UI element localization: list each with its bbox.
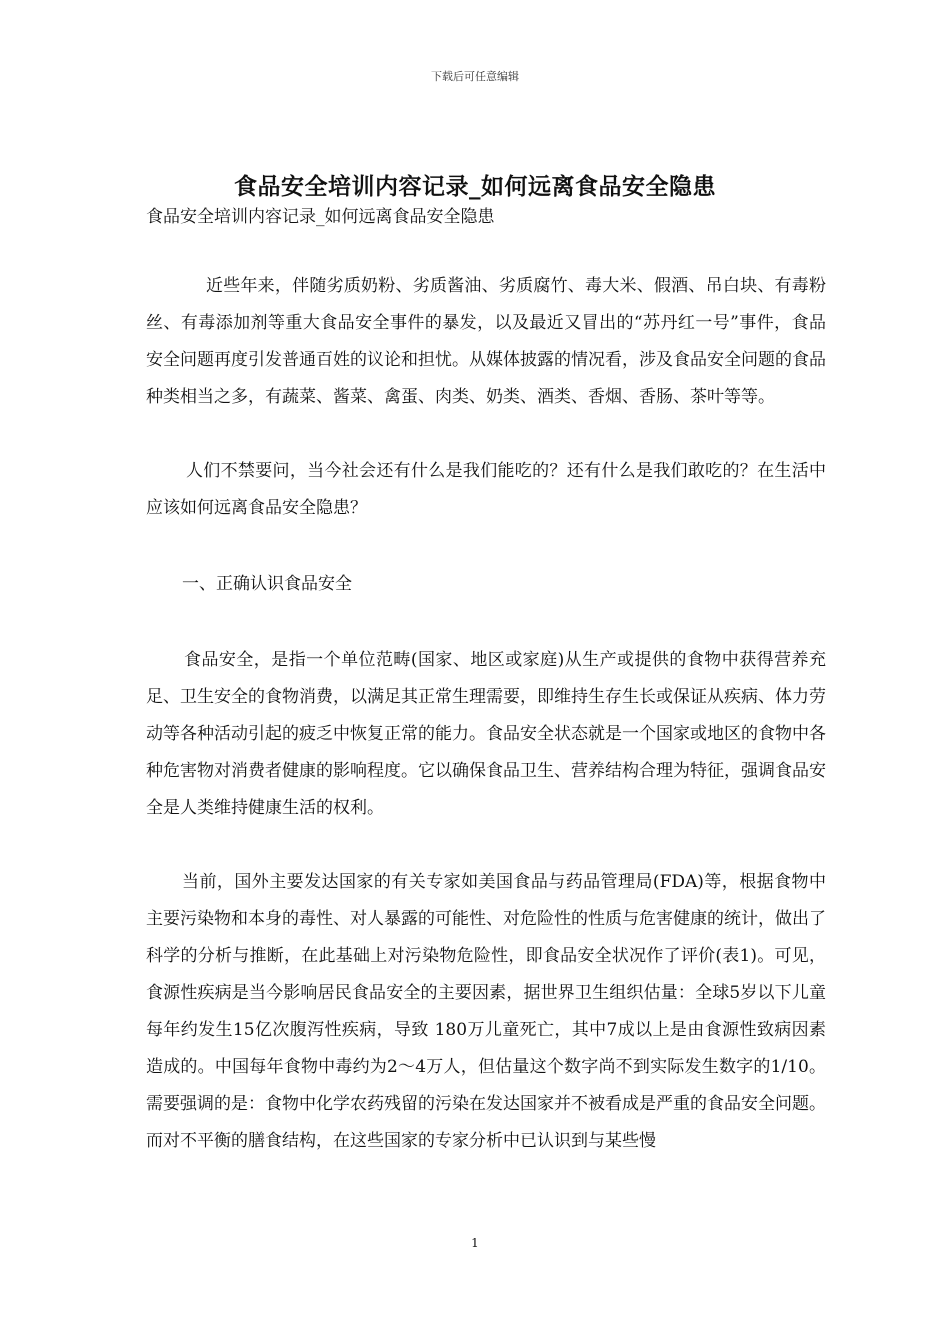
analysis-paragraph: 当前，国外主要发达国家的有关专家如美国食品与药品管理局(FDA)等，根据食物中主要污染物和本身的毒性、对人暴露的可能性、对危险性的性质与危害健康的统计，做出了科学的分析与推断，在此基础上对污染物危险性，即食品安全状况作了评价(表1)。可见，食源性疾病是当今影响居民食品安全的主要因素，据世界卫生组织估量：全球5岁以下儿童每年约发生15亿次腹泻性疾病，导致 180万儿童死亡，其中7成以上是由食源性致病因素造成的。中国每年食物中毒约为2～4万人，但估量这个数字尚不到实际发生数字的1/10。需要强调的是：食物中化学农药残留的污染在发达国家并不被看成是严重的食品安全问题。而对不平衡的膳食结构，在这些国家的专家分析中已认识到与某些慢: [146, 872, 826, 1151]
page-number: 1: [471, 1236, 479, 1250]
definition-paragraph: 食品安全，是指一个单位范畴(国家、地区或家庭)从生产或提供的食物中获得营养充足、卫生安全的食物消费，以满足其正常生理需要，即维持生存生长或保证从疾病、体力劳动等各种活动引起的疲乏中恢复正常的能力。食品安全状态就是一个国家或地区的食物中各种危害物对消费者健康的影响程度。它以确保食品卫生、营养结构合理为特征，强调食品安全是人类维持健康生活的权利。: [146, 650, 826, 818]
header-note: 下载后可任意编辑: [431, 70, 519, 83]
section-heading: 一、正确认识食品安全: [182, 574, 352, 594]
document-title: 食品安全培训内容记录_如何远离食品安全隐患: [234, 174, 716, 201]
document-subtitle: 食品安全培训内容记录_如何远离食品安全隐患: [146, 207, 495, 227]
question-paragraph: 人们不禁要问，当今社会还有什么是我们能吃的？还有什么是我们敢吃的？在生活中应该如何远离食品安全隐患？: [146, 461, 826, 518]
intro-paragraph: 近些年来，伴随劣质奶粉、劣质酱油、劣质腐竹、毒大米、假酒、吊白块、有毒粉丝、有毒添加剂等重大食品安全事件的暴发，以及最近又冒出的“苏丹红一号”事件，食品安全问题再度引发普通百姓的议论和担忧。从媒体披露的情况看，涉及食品安全问题的食品种类相当之多，有蔬菜、酱菜、禽蛋、肉类、奶类、酒类、香烟、香肠、茶叶等等。: [146, 276, 826, 407]
